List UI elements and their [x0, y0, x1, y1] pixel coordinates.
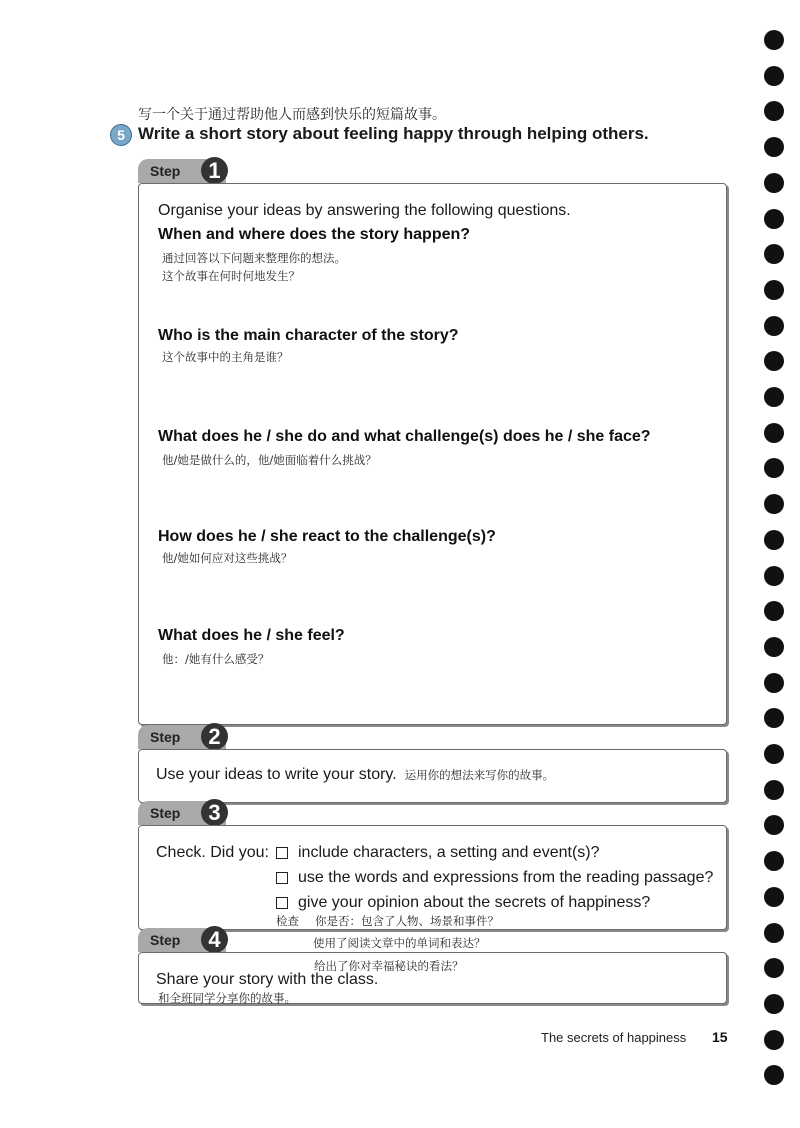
step-1-intro-chinese: 通过回答以下问题来整理你的想法。: [162, 251, 346, 265]
checklist-item-3-chinese: 给出了你对幸福秘诀的看法？: [314, 959, 464, 973]
step-1-box: [138, 183, 727, 725]
step-2-text: Use your ideas to write your story.: [156, 766, 397, 783]
binder-hole: [764, 708, 784, 728]
step-3-tab: [138, 801, 226, 825]
step-2-instruction: [156, 766, 554, 784]
binder-hole: [764, 637, 784, 657]
checklist-item-1-chinese: 你是否：包含了人物、场景和事件？: [315, 914, 499, 928]
question-3-chinese: 他/她是做什么的，他/她面临着什么挑战？: [162, 453, 377, 467]
binder-hole: [764, 423, 784, 443]
binder-hole: [764, 173, 784, 193]
step-3-box: [138, 825, 727, 930]
step-4-number: 4: [201, 926, 228, 953]
binder-hole: [764, 780, 784, 800]
binder-hole: [764, 101, 784, 121]
binder-hole: [764, 566, 784, 586]
question-2-chinese: 这个故事中的主角是谁？: [162, 350, 289, 364]
binder-hole: [764, 923, 784, 943]
checklist-item-1: include characters, a setting and event(s)?: [276, 844, 600, 862]
binder-hole: [764, 280, 784, 300]
checkbox-1[interactable]: [276, 847, 288, 859]
question-2: Who is the main character of the story?: [158, 327, 459, 344]
checklist-item-3: give your opinion about the secrets of happiness?: [276, 894, 650, 912]
binder-hole: [764, 66, 784, 86]
checkbox-3[interactable]: [276, 897, 288, 909]
step-4-label: Step: [150, 932, 181, 948]
binder-hole: [764, 1065, 784, 1085]
binder-hole: [764, 601, 784, 621]
step-1-label: Step: [150, 163, 181, 179]
page-number: 15: [712, 1029, 728, 1045]
footer-title: The secrets of happiness: [541, 1030, 687, 1045]
step-3-number: 3: [201, 799, 228, 826]
binder-hole: [764, 494, 784, 514]
binder-hole: [764, 815, 784, 835]
binder-hole: [764, 458, 784, 478]
checklist-item-2: use the words and expressions from the reading passage?: [276, 869, 713, 887]
step-2-box: [138, 749, 727, 803]
question-1: When and where does the story happen?: [158, 226, 471, 243]
step-2-tab: [138, 725, 226, 749]
binder-hole: [764, 1030, 784, 1050]
binder-hole: [764, 387, 784, 407]
binder-hole: [764, 673, 784, 693]
step-2-number: 2: [201, 723, 228, 750]
checklist-item-2-chinese: 使用了阅读文章中的单词和表达？: [313, 936, 486, 950]
binder-hole: [764, 851, 784, 871]
binder-hole: [764, 744, 784, 764]
binder-hole: [764, 887, 784, 907]
step-2-text-chinese: 运用你的想法来写你的故事。: [404, 768, 555, 782]
step-2-label: Step: [150, 729, 181, 745]
binder-hole: [764, 316, 784, 336]
binder-hole: [764, 994, 784, 1014]
step-4-text: Share your story with the class.: [156, 971, 379, 988]
question-4: How does he / she react to the challenge(s)?: [158, 528, 496, 545]
step-1-number: 1: [201, 157, 228, 184]
task-number-badge: 5: [110, 124, 132, 146]
question-5-chinese: 他：/她有什么感受？: [162, 652, 270, 666]
binder-hole: [764, 958, 784, 978]
binder-hole: [764, 244, 784, 264]
step-1-intro: Organise your ideas by answering the following questions.: [158, 202, 571, 219]
step-4-box: [138, 952, 727, 1004]
task-title-chinese: 写一个关于通过帮助他人而感到快乐的短篇故事。: [138, 107, 446, 123]
step-1-tab: [138, 159, 226, 183]
question-5: What does he / she feel?: [158, 627, 345, 644]
binder-hole: [764, 351, 784, 371]
binder-hole: [764, 137, 784, 157]
binder-holes: [760, 30, 790, 1100]
question-3: What does he / she do and what challenge(s) does he / she face?: [158, 428, 651, 445]
step-3-lead: Check. Did you:: [156, 844, 269, 861]
binder-hole: [764, 30, 784, 50]
step-3-lead-chinese: 检查: [276, 914, 299, 928]
binder-hole: [764, 209, 784, 229]
question-4-chinese: 他/她如何应对这些挑战？: [162, 551, 293, 565]
checkbox-2[interactable]: [276, 872, 288, 884]
task-title: Write a short story about feeling happy through helping others.: [138, 124, 649, 143]
step-4-text-chinese: 和全班同学分享你的故事。: [158, 991, 296, 1005]
question-1-chinese: 这个故事在何时何地发生？: [162, 269, 300, 283]
step-4-tab: [138, 928, 226, 952]
binder-hole: [764, 530, 784, 550]
step-3-label: Step: [150, 805, 181, 821]
